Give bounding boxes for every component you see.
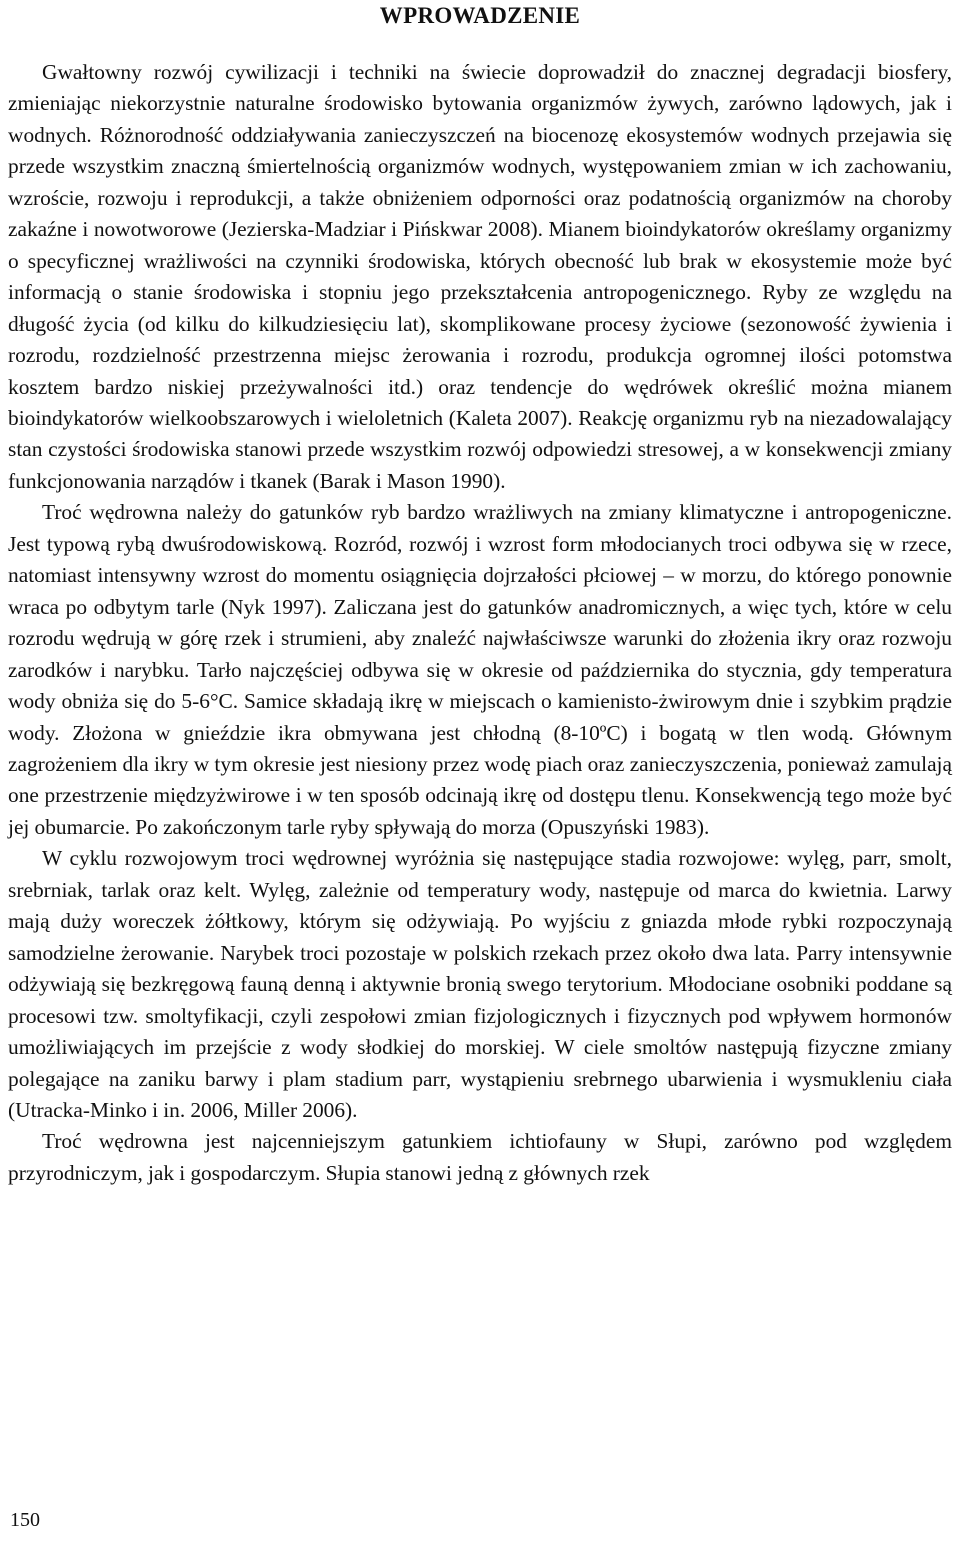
section-title: WPROWADZENIE <box>379 3 581 28</box>
page-number: 150 <box>10 1509 40 1531</box>
paragraph: Troć wędrowna należy do gatunków ryb bardzo wrażliwych na zmiany klimatyczne i antropogeniczne. Jest typową rybą dwuśrodowiskową. Rozród, rozwój i wzrost form młodocianych troci odbywa się w rzece, natomiast intensywny wzrost do momentu osiągnięcia dojrzałości płciowej – w morzu, do którego ponownie wraca po odbytym tarle (Nyk 1997). Zaliczana jest do gatunków anadromicznych, a więc tych, które w celu rozrodu wędrują w górę rzek i strumieni, aby znaleźć najwłaściwsze warunki do złożenia ikry oraz rozwoju zarodków i narybku. Tarło najczęściej odbywa się w okresie od października do stycznia, gdy temperatura wody obniża się do 5-6°C. Samice składają ikrę w miejscach o kamienisto-żwirowym dnie i szybkim prądzie wody. Złożona w gnieździe ikra obmywana jest chłodną (8-10ºC) i bogatą w tlen wodą. Głównym zagrożeniem dla ikry w tym okresie jest niesiony przez wodę piach oraz zanieczyszczenia, ponieważ zamulają one przestrzenie międzyżwirowe i w ten sposób odcinają ikrę od dostępu tlenu. Konsekwencją tego może być jej obumarcie. Po zakończonym tarle ryby spływają do morza (Opuszyński 1983). <box>8 500 952 839</box>
paragraph: Troć wędrowna jest najcenniejszym gatunkiem ichtiofauny w Słupi, zarówno pod względem przyrodniczym, jak i gospodarczym. Słupia stanowi jedną z głównych rzek <box>8 1129 952 1185</box>
body-text <box>8 57 952 1189</box>
paragraph: W cyklu rozwojowym troci wędrownej wyróżnia się następujące stadia rozwojowe: wylęg, parr, smolt, srebrniak, tarlak oraz kelt. Wylęg, zależnie od temperatury wody, następuje od marca do kwietnia. Larwy mają duży woreczek żółtkowy, którym się odżywiają. Po wyjściu z gniazda młode rybki rozpoczynają samodzielne żerowanie. Narybek troci pozostaje w polskich rzekach przez około dwa lata. Parry intensywnie odżywiają się bezkręgową fauną denną i aktywnie bronią swego terytorium. Młodociane osobniki poddane są procesowi tzw. smoltyfikacji, czyli zespołowi zmian fizjologicznych i fizycznych pod wpływem hormonów umożliwiających im przejście z wody słodkiej do morskiej. W ciele smoltów następują fizyczne zmiany polegające na zaniku barwy i plam stadium parr, wystąpieniu srebrnego ubarwienia i wysmukleniu ciała (Utracka-Minko i in. 2006, Miller 2006). <box>8 846 952 1122</box>
paragraph: Gwałtowny rozwój cywilizacji i techniki na świecie doprowadził do znacznej degradacji biosfery, zmieniając niekorzystnie naturalne środowisko bytowania organizmów żywych, zarówno lądowych, jak i wodnych. Różnorodność oddziaływania zanieczyszczeń na biocenozę ekosystemów wodnych przejawia się przede wszystkim znaczną śmiertelnością organizmów wodnych, występowaniem zmian w ich zachowaniu, wzroście, rozwoju i reprodukcji, a także obniżeniem odporności oraz podatnością organizmów na choroby zakaźne i nowotworowe (Jezierska-Madziar i Pińskwar 2008). Mianem bioindykatorów określamy organizmy o specyficznej wrażliwości na czynniki środowiska, których obecność lub brak w ekosystemie może być informacją o stanie środowiska i stopniu jego przekształcenia antropogenicznego. Ryby ze względu na długość życia (od kilku do kilkudziesięciu lat), skomplikowane procesy życiowe (sezonowość żywienia i rozrodu, rozdzielność przestrzenna miejsc żerowania i rozrodu, produkcja ogromnej ilości potomstwa kosztem bardzo niskiej przeżywalności itd.) oraz tendencje do wędrówek określić można mianem bioindykatorów wielkoobszarowych i wieloletnich (Kaleta 2007). Reakcję organizmu ryb na niezadowalający stan czystości środowiska stanowi przede wszystkim rozwój odpowiedzi stresowej, a w konsekwencji zmiany funkcjonowania narządów i tkanek (Barak i Mason 1990). <box>8 60 952 493</box>
document-page <box>8 0 952 1189</box>
